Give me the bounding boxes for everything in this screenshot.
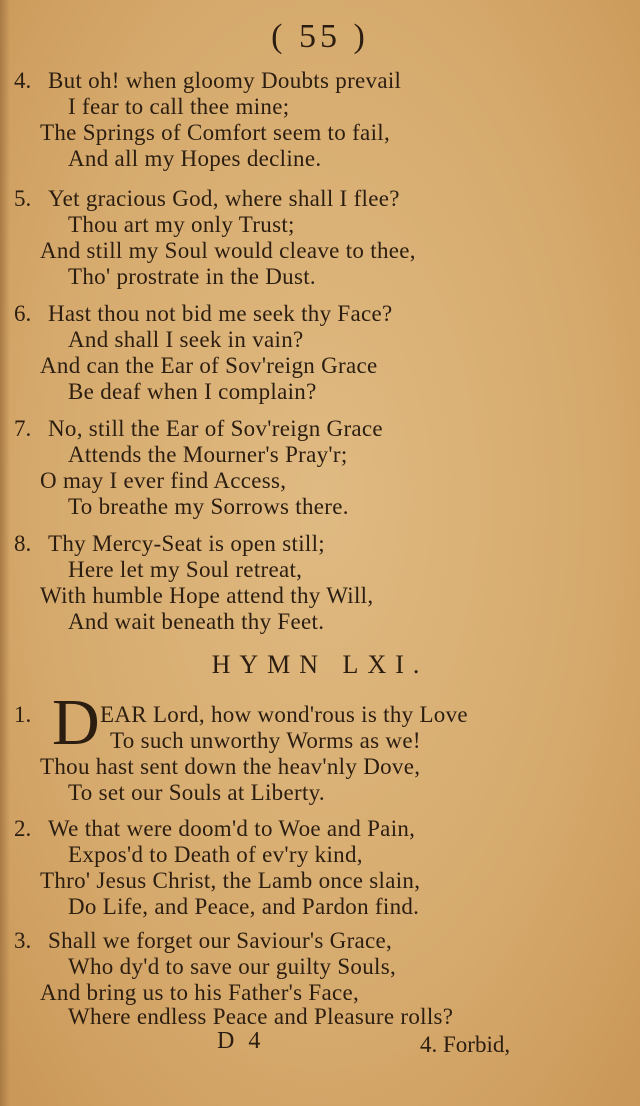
verse-line: And bring us to his Father's Face, bbox=[40, 980, 360, 1005]
stanza-number: 6. bbox=[14, 301, 32, 326]
verse-line: I fear to call thee mine; bbox=[68, 94, 290, 119]
stanza-number: 5. bbox=[14, 186, 32, 211]
verse-line: And wait beneath thy Feet. bbox=[68, 609, 325, 634]
verse-line: And shall I seek in vain? bbox=[68, 327, 304, 352]
stanza-number: 7. bbox=[14, 416, 32, 441]
verse-line: Where endless Peace and Pleasure rolls? bbox=[68, 1004, 454, 1029]
stanza-number: 1. bbox=[14, 702, 32, 727]
verse-line: No, still the Ear of Sov'reign Grace bbox=[48, 416, 383, 441]
verse-line: Who dy'd to save our guilty Souls, bbox=[68, 954, 397, 979]
verse-line: And all my Hopes decline. bbox=[68, 146, 322, 171]
page-number: ( 55 ) bbox=[271, 18, 369, 55]
verse-line: Thou art my only Trust; bbox=[68, 212, 295, 237]
stanza-number: 2. bbox=[14, 816, 32, 841]
verse-line: Do Life, and Peace, and Pardon find. bbox=[68, 894, 420, 919]
verse-line: O may I ever find Access, bbox=[40, 468, 287, 493]
signature-mark: D 4 bbox=[217, 1028, 265, 1054]
verse-line: With humble Hope attend thy Will, bbox=[40, 583, 374, 608]
verse-line: To set our Souls at Liberty. bbox=[68, 780, 325, 805]
drop-cap: D bbox=[52, 686, 100, 759]
page-edge-shadow bbox=[0, 0, 10, 1106]
verse-line: Yet gracious God, where shall I flee? bbox=[48, 186, 400, 211]
verse-line: But oh! when gloomy Doubts prevail bbox=[48, 68, 402, 93]
verse-line: Tho' prostrate in the Dust. bbox=[68, 264, 316, 289]
stanza-number: 8. bbox=[14, 531, 32, 556]
catchword: 4. Forbid, bbox=[420, 1032, 511, 1057]
hymn-title: HYMN LXI. bbox=[211, 650, 429, 679]
verse-line: We that were doom'd to Woe and Pain, bbox=[48, 816, 416, 841]
verse-line: The Springs of Comfort seem to fail, bbox=[40, 120, 390, 145]
stanza-number: 4. bbox=[14, 68, 32, 93]
verse-line: Be deaf when I complain? bbox=[68, 379, 317, 404]
verse-line: Hast thou not bid me seek thy Face? bbox=[48, 301, 393, 326]
verse-line: Thy Mercy-Seat is open still; bbox=[48, 531, 325, 556]
verse-line: Shall we forget our Saviour's Grace, bbox=[48, 928, 393, 953]
verse-line: To such unworthy Worms as we! bbox=[110, 728, 421, 753]
verse-line: Here let my Soul retreat, bbox=[68, 557, 303, 582]
stanza-number: 3. bbox=[14, 928, 32, 953]
verse-line: And can the Ear of Sov'reign Grace bbox=[40, 353, 378, 378]
verse-line: Thro' Jesus Christ, the Lamb once slain, bbox=[40, 868, 421, 893]
verse-line: EAR Lord, how wond'rous is thy Love bbox=[100, 702, 468, 727]
verse-line: And still my Soul would cleave to thee, bbox=[40, 238, 416, 263]
verse-line: To breathe my Sorrows there. bbox=[68, 494, 349, 519]
verse-line: Attends the Mourner's Pray'r; bbox=[68, 442, 348, 467]
verse-line: Thou hast sent down the heav'nly Dove, bbox=[40, 754, 421, 779]
verse-line: Expos'd to Death of ev'ry kind, bbox=[68, 842, 363, 867]
